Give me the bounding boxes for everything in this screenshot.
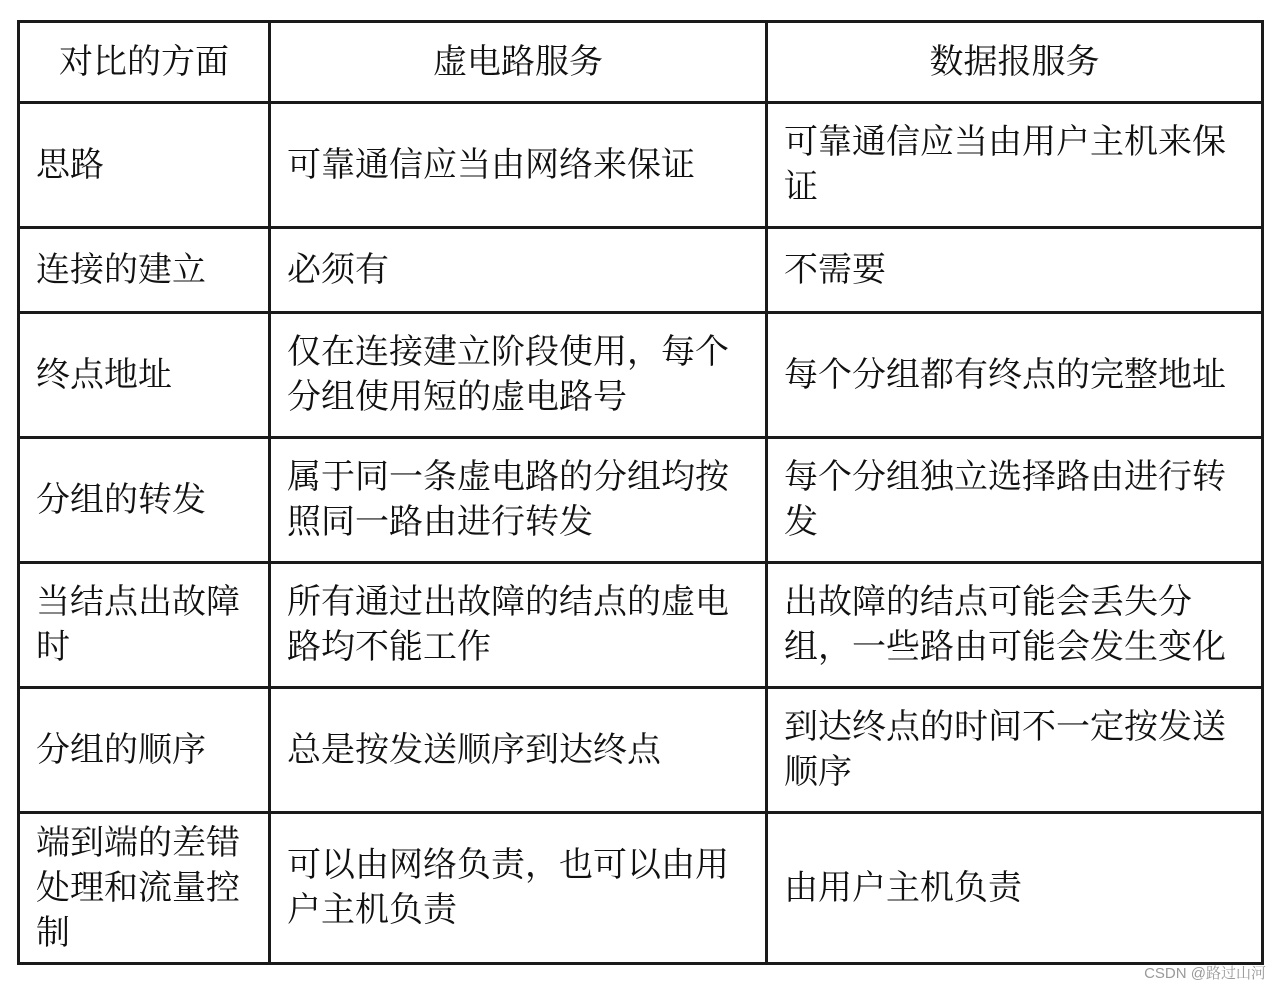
cell-datagram: 每个分组独立选择路由进行转发 [767,438,1263,563]
table-row [19,313,1263,438]
cell-virtual-circuit: 属于同一条虚电路的分组均按照同一路由进行转发 [270,438,767,563]
cell-aspect: 端到端的差错处理和流量控制 [19,813,270,964]
cell-virtual-circuit: 可靠通信应当由网络来保证 [270,103,767,228]
header-virtual-circuit: 虚电路服务 [270,22,767,103]
cell-virtual-circuit: 必须有 [270,228,767,313]
cell-datagram: 可靠通信应当由用户主机来保证 [767,103,1263,228]
table-row [19,438,1263,563]
table-row [19,813,1263,964]
table-row [19,563,1263,688]
cell-virtual-circuit: 仅在连接建立阶段使用，每个分组使用短的虚电路号 [270,313,767,438]
cell-aspect: 分组的顺序 [19,688,270,813]
comparison-table [17,20,1264,965]
cell-virtual-circuit: 总是按发送顺序到达终点 [270,688,767,813]
cell-aspect: 连接的建立 [19,228,270,313]
cell-datagram: 出故障的结点可能会丢失分组，一些路由可能会发生变化 [767,563,1263,688]
cell-aspect: 当结点出故障时 [19,563,270,688]
cell-virtual-circuit: 可以由网络负责，也可以由用户主机负责 [270,813,767,964]
cell-datagram: 到达终点的时间不一定按发送顺序 [767,688,1263,813]
table-row [19,688,1263,813]
cell-aspect: 终点地址 [19,313,270,438]
cell-datagram: 由用户主机负责 [767,813,1263,964]
header-datagram: 数据报服务 [767,22,1263,103]
table-header-row [19,22,1263,103]
cell-virtual-circuit: 所有通过出故障的结点的虚电路均不能工作 [270,563,767,688]
cell-aspect: 思路 [19,103,270,228]
table-row [19,103,1263,228]
comparison-table-container [17,20,1261,965]
cell-datagram: 每个分组都有终点的完整地址 [767,313,1263,438]
cell-datagram: 不需要 [767,228,1263,313]
cell-aspect: 分组的转发 [19,438,270,563]
table-row [19,228,1263,313]
header-aspect: 对比的方面 [19,22,270,103]
watermark-text: CSDN @路过山河 [1144,965,1266,982]
